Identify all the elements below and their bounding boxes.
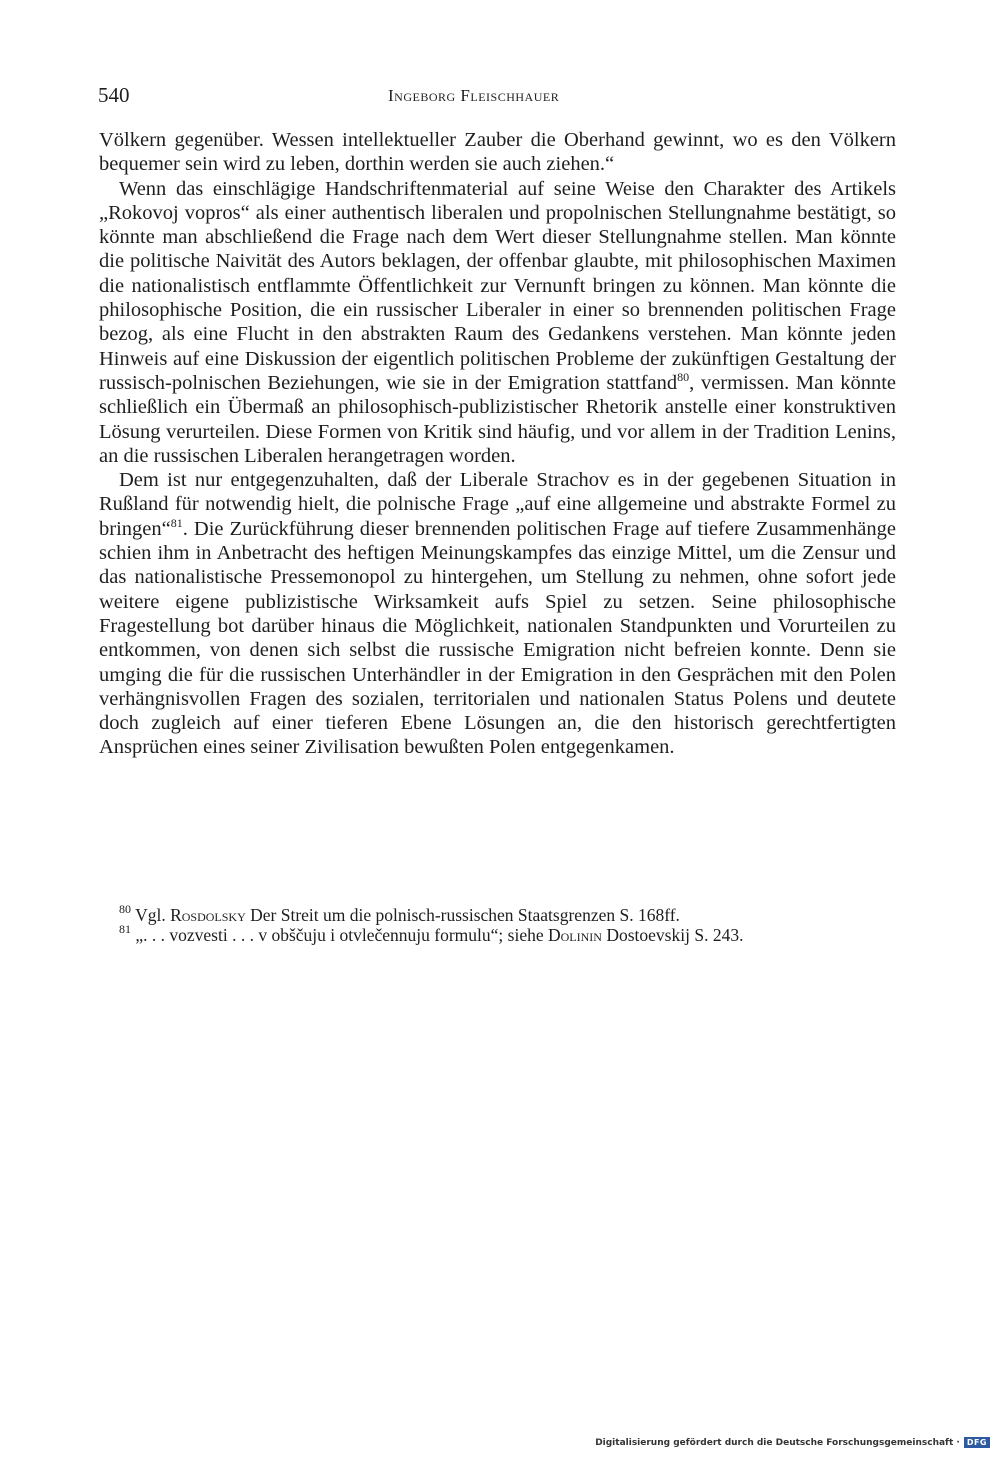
digitization-note	[595, 1437, 990, 1448]
page-number: 540	[98, 83, 130, 107]
paragraph-2-text-b: , vermissen. Man könnte schließlich ein Übermaß an philosophisch-publizistischer Rhetorik anstelle einer konstruktiven Lösung verurteilen. Diese Formen von Kritik sind häufig, und vor allem in der Tradition Lenins, an die russischen Liberalen herangetragen worden.	[99, 371, 896, 467]
paragraph-1-text: Völkern gegenüber. Wessen intellektueller Zauber die Oberhand gewinnt, wo es den Völkern bequemer sein wird zu leben, dorthin werden sie auch ziehen.“	[99, 129, 896, 176]
footnote-81	[99, 922, 896, 945]
footnote-80-number: 80	[119, 902, 131, 916]
digitization-text: Digitalisierung gefördert durch die Deutsche Forschungsgemeinschaft ·	[595, 1437, 960, 1448]
footnotes	[99, 902, 896, 945]
footnote-81-pre: „. . . vozvesti . . . v obščuju i otvlečennuju formulu“; siehe	[135, 925, 544, 945]
running-head: Ingeborg Fleischhauer	[388, 86, 560, 105]
paragraph-2	[99, 177, 896, 469]
paragraph-1	[99, 128, 896, 177]
footnote-ref-81[interactable]: 81	[170, 515, 183, 530]
page-header	[98, 84, 895, 110]
paragraph-3-text-b: . Die Zurückführung dieser brennenden politischen Frage auf tiefere Zusammenhänge schien ihm in Anbetracht des heftigen Meinungskampfes das einzige Mittel, um die Zensur und das nationalistische Pressemonopol zu hintergehen, um Stellung zu nehmen, ohne sofort jede weitere eigene publizistische Wirksamkeit aufs Spiel zu setzen. Seine philosophische Fragestellung bot darüber hinaus die Möglichkeit, nationalen Standpunkten und Vorurteilen zu entkommen, von denen sich selbst die russische Emigration nicht befreien konnte. Denn sie umging die für die russischen Unterhändler in der Emigration in den Gesprächen mit den Polen verhängnisvollen Fragen des sozialen, territorialen und nationalen Status Polens und deutete doch zugleich auf einer tieferen Ebene Lösungen an, die den historisch gerechtfertigten Ansprüchen eines seiner Zivilisation bewußten Polen entgegenkamen.	[99, 517, 896, 759]
footnote-81-author: Dolinin	[548, 925, 602, 945]
paragraph-3-text-a: Dem ist nur entgegenzuhalten, daß der Liberale Strachov es in der gegebenen Situation in Rußland für notwendig hielt, die polnische Frage „auf eine allgemeine und abstrakte Formel zu bringen“	[99, 469, 896, 540]
footnote-ref-80[interactable]: 80	[677, 369, 690, 384]
dfg-logo: DFG	[964, 1437, 990, 1448]
footnote-80-pre: Vgl.	[135, 905, 166, 925]
paragraph-2-text-a: Wenn das einschlägige Handschriftenmaterial auf seine Weise den Charakter des Artikels „Rokovoj vopros“ als einer authentisch liberalen und propolnischen Stellungnahme bestätigt, so könnte man abschließend die Frage nach dem Wert dieser Stellungnahme stellen. Man könnte die politische Naivität des Autors beklagen, der offenbar glaubte, mit philosophischen Maximen die nationalistisch entflammte Öffentlichkeit zur Vernunft bringen zu können. Man könnte die philosophische Position, die ein russischer Liberaler in einer so brennenden politischen Frage bezog, als eine Flucht in den abstrakten Raum des Gedankens verstehen. Man könnte jeden Hinweis auf eine Diskussion der eigentlich politischen Probleme der zukünftigen Gestaltung der russisch-polnischen Beziehungen, wie sie in der Emigration stattfand	[99, 177, 896, 394]
footnote-81-number: 81	[119, 922, 131, 936]
main-text	[99, 128, 896, 760]
paragraph-3	[99, 468, 896, 760]
footnote-80-author: Rosdolsky	[170, 905, 246, 925]
footnote-81-post: Dostoevskij S. 243.	[606, 925, 744, 945]
footnote-80	[99, 902, 896, 925]
footnote-80-post: Der Streit um die polnisch-russischen Staatsgrenzen S. 168ff.	[250, 905, 680, 925]
